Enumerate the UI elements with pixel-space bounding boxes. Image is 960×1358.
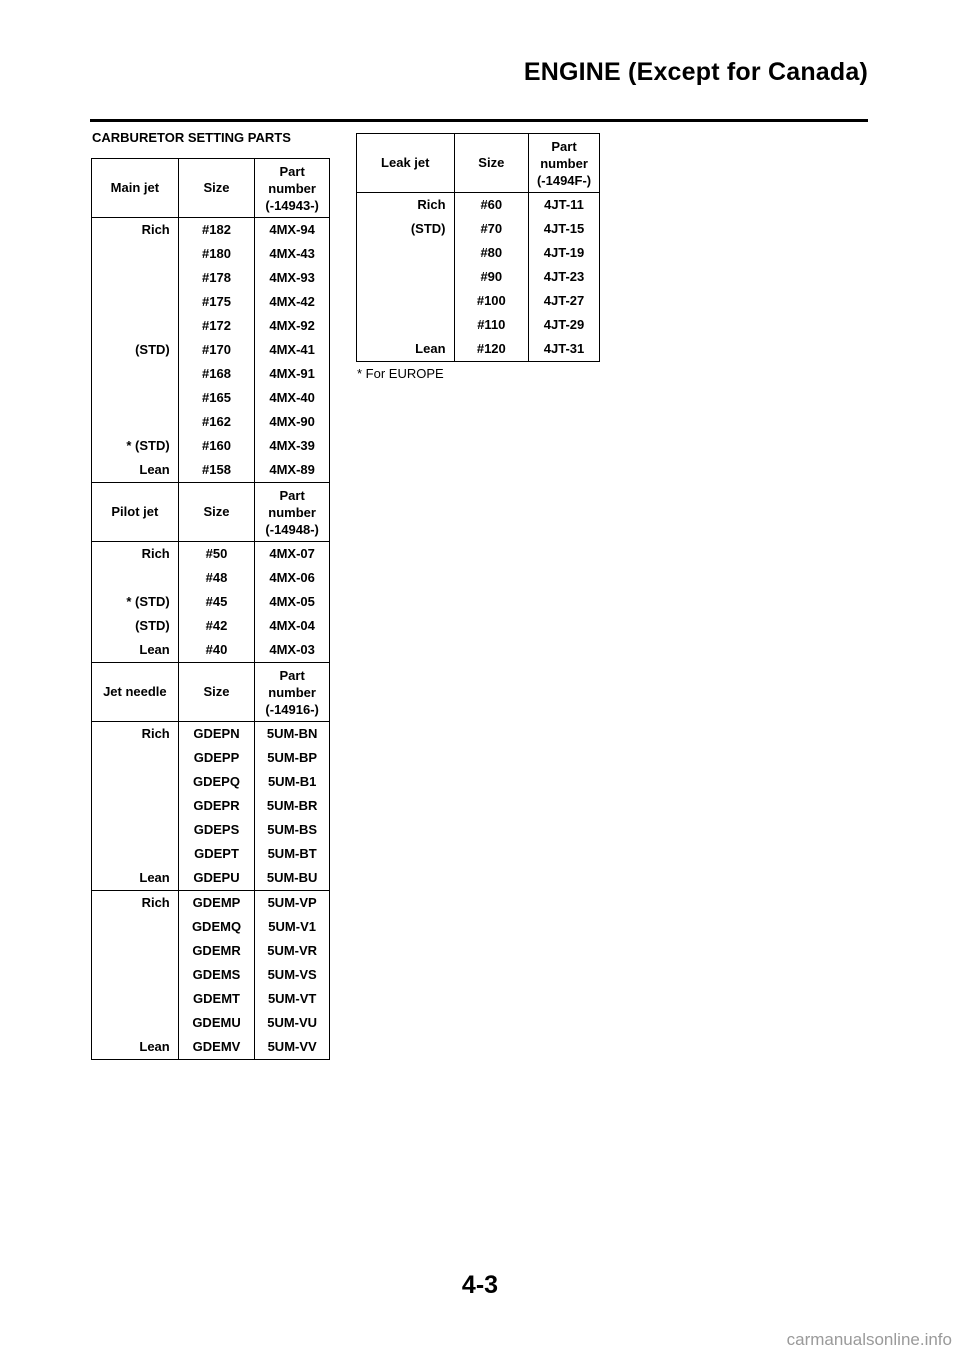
leak-jet-part-number: 4JT-31 <box>529 337 600 362</box>
leak-jet-header-2: Size <box>454 134 529 193</box>
jet-needle-row <box>92 794 330 818</box>
page-number: 4-3 <box>461 1271 499 1299</box>
jet-needle-row <box>92 770 330 794</box>
main-jet-size: #162 <box>178 410 255 434</box>
main-jet-size: #160 <box>178 434 255 458</box>
title-rule <box>90 119 868 122</box>
leak-jet-part-number: 4JT-27 <box>529 289 600 313</box>
jet-needle-header-3: Part number (-14916-) <box>255 663 330 722</box>
leak-jet-size: #70 <box>454 217 529 241</box>
jet-needle-size: GDEMU <box>178 1011 255 1035</box>
main-jet-size: #178 <box>178 266 255 290</box>
jet-needle-setting <box>92 770 179 794</box>
main-jet-part-number: 4MX-89 <box>255 458 330 483</box>
jet-needle-header-2: Size <box>178 663 255 722</box>
main-jet-part-number: 4MX-90 <box>255 410 330 434</box>
carburetor-settings-table <box>91 158 330 1060</box>
main-jet-size: #165 <box>178 386 255 410</box>
jet-needle-setting: Lean <box>92 1035 179 1060</box>
pilot-jet-setting: Rich <box>92 542 179 567</box>
main-jet-setting <box>92 410 179 434</box>
leak-jet-row <box>357 193 600 218</box>
pilot-jet-setting: (STD) <box>92 614 179 638</box>
leak-jet-size: #100 <box>454 289 529 313</box>
main-jet-row <box>92 242 330 266</box>
jet-needle-size: GDEMS <box>178 963 255 987</box>
jet-needle-size: GDEPP <box>178 746 255 770</box>
main-jet-part-number: 4MX-94 <box>255 218 330 243</box>
pilot-jet-setting: Lean <box>92 638 179 663</box>
jet-needle-part-number: 5UM-BS <box>255 818 330 842</box>
main-jet-setting <box>92 290 179 314</box>
leak-jet-part-number: 4JT-11 <box>529 193 600 218</box>
main-jet-setting <box>92 242 179 266</box>
jet-needle-size: GDEPN <box>178 722 255 747</box>
leak-jet-setting: (STD) <box>357 217 455 241</box>
leak-jet-size: #110 <box>454 313 529 337</box>
jet-needle-part-number: 5UM-BR <box>255 794 330 818</box>
jet-needle-header-1: Jet needle <box>92 663 179 722</box>
carburetor-settings-body <box>92 159 330 1060</box>
main-jet-size: #180 <box>178 242 255 266</box>
main-jet-row <box>92 218 330 243</box>
jet-needle-setting: Rich <box>92 891 179 916</box>
main-jet-size: #158 <box>178 458 255 483</box>
main-jet-row <box>92 434 330 458</box>
jet-needle-size: GDEPS <box>178 818 255 842</box>
main-jet-part-number: 4MX-93 <box>255 266 330 290</box>
main-jet-header-1: Main jet <box>92 159 179 218</box>
jet-needle-row <box>92 746 330 770</box>
main-jet-part-number: 4MX-92 <box>255 314 330 338</box>
jet-needle-setting: Lean <box>92 866 179 891</box>
leak-jet-size: #120 <box>454 337 529 362</box>
jet-needle-row <box>92 1011 330 1035</box>
main-jet-setting <box>92 362 179 386</box>
jet-needle-size: GDEPU <box>178 866 255 891</box>
jet-needle-part-number: 5UM-B1 <box>255 770 330 794</box>
jet-needle-size: GDEMT <box>178 987 255 1011</box>
main-jet-row <box>92 410 330 434</box>
leak-jet-table <box>356 133 600 362</box>
main-jet-part-number: 4MX-91 <box>255 362 330 386</box>
footnote: * For EUROPE <box>357 366 444 381</box>
main-jet-row <box>92 314 330 338</box>
leak-jet-setting: Lean <box>357 337 455 362</box>
leak-jet-setting <box>357 313 455 337</box>
main-jet-row <box>92 362 330 386</box>
watermark: carmanualsonline.info <box>786 1330 952 1349</box>
jet-needle-setting <box>92 915 179 939</box>
jet-needle-setting <box>92 1011 179 1035</box>
jet-needle-row <box>92 891 330 916</box>
main-jet-header-row <box>92 159 330 218</box>
jet-needle-size: GDEMR <box>178 939 255 963</box>
jet-needle-part-number: 5UM-BP <box>255 746 330 770</box>
main-jet-row <box>92 386 330 410</box>
jet-needle-setting <box>92 987 179 1011</box>
jet-needle-setting <box>92 818 179 842</box>
pilot-jet-row <box>92 542 330 567</box>
leak-jet-part-number: 4JT-19 <box>529 241 600 265</box>
main-jet-setting: Rich <box>92 218 179 243</box>
main-jet-part-number: 4MX-42 <box>255 290 330 314</box>
leak-jet-size: #80 <box>454 241 529 265</box>
jet-needle-part-number: 5UM-VV <box>255 1035 330 1060</box>
jet-needle-setting <box>92 746 179 770</box>
main-jet-row <box>92 458 330 483</box>
jet-needle-size: GDEMP <box>178 891 255 916</box>
jet-needle-size: GDEPR <box>178 794 255 818</box>
leak-jet-setting: Rich <box>357 193 455 218</box>
jet-needle-part-number: 5UM-VS <box>255 963 330 987</box>
main-jet-setting: (STD) <box>92 338 179 362</box>
pilot-jet-row <box>92 638 330 663</box>
pilot-jet-row <box>92 614 330 638</box>
pilot-jet-size: #45 <box>178 590 255 614</box>
jet-needle-row <box>92 987 330 1011</box>
jet-needle-row <box>92 866 330 891</box>
jet-needle-size: GDEMV <box>178 1035 255 1060</box>
jet-needle-part-number: 5UM-VU <box>255 1011 330 1035</box>
pilot-jet-part-number: 4MX-03 <box>255 638 330 663</box>
jet-needle-part-number: 5UM-BT <box>255 842 330 866</box>
leak-jet-row <box>357 241 600 265</box>
jet-needle-row <box>92 842 330 866</box>
pilot-jet-header-1: Pilot jet <box>92 483 179 542</box>
leak-jet-body <box>357 134 600 362</box>
pilot-jet-header-row <box>92 483 330 542</box>
jet-needle-part-number: 5UM-VT <box>255 987 330 1011</box>
main-jet-part-number: 4MX-40 <box>255 386 330 410</box>
jet-needle-header-row <box>92 663 330 722</box>
jet-needle-row <box>92 939 330 963</box>
leak-jet-part-number: 4JT-15 <box>529 217 600 241</box>
pilot-jet-row <box>92 566 330 590</box>
jet-needle-size: GDEMQ <box>178 915 255 939</box>
jet-needle-row <box>92 915 330 939</box>
jet-needle-row <box>92 1035 330 1060</box>
leak-jet-setting <box>357 289 455 313</box>
leak-jet-header-3: Part number (-1494F-) <box>529 134 600 193</box>
main-jet-size: #172 <box>178 314 255 338</box>
pilot-jet-setting <box>92 566 179 590</box>
jet-needle-size: GDEPQ <box>178 770 255 794</box>
pilot-jet-row <box>92 590 330 614</box>
page-title: ENGINE (Except for Canada) <box>523 58 868 86</box>
main-jet-setting <box>92 386 179 410</box>
leak-jet-row <box>357 313 600 337</box>
main-jet-size: #168 <box>178 362 255 386</box>
main-jet-part-number: 4MX-41 <box>255 338 330 362</box>
jet-needle-size: GDEPT <box>178 842 255 866</box>
main-jet-size: #170 <box>178 338 255 362</box>
pilot-jet-part-number: 4MX-07 <box>255 542 330 567</box>
pilot-jet-header-2: Size <box>178 483 255 542</box>
main-jet-header-3: Part number (-14943-) <box>255 159 330 218</box>
jet-needle-part-number: 5UM-VP <box>255 891 330 916</box>
pilot-jet-part-number: 4MX-04 <box>255 614 330 638</box>
leak-jet-setting <box>357 241 455 265</box>
jet-needle-setting: Rich <box>92 722 179 747</box>
main-jet-setting: Lean <box>92 458 179 483</box>
leak-jet-part-number: 4JT-29 <box>529 313 600 337</box>
pilot-jet-setting: * (STD) <box>92 590 179 614</box>
pilot-jet-part-number: 4MX-06 <box>255 566 330 590</box>
main-jet-size: #175 <box>178 290 255 314</box>
leak-jet-size: #60 <box>454 193 529 218</box>
leak-jet-header-1: Leak jet <box>357 134 455 193</box>
jet-needle-part-number: 5UM-VR <box>255 939 330 963</box>
main-jet-row <box>92 290 330 314</box>
leak-jet-header-row <box>357 134 600 193</box>
leak-jet-row <box>357 289 600 313</box>
jet-needle-part-number: 5UM-V1 <box>255 915 330 939</box>
jet-needle-row <box>92 963 330 987</box>
main-jet-setting <box>92 266 179 290</box>
leak-jet-row <box>357 265 600 289</box>
pilot-jet-size: #50 <box>178 542 255 567</box>
leak-jet-part-number: 4JT-23 <box>529 265 600 289</box>
pilot-jet-size: #48 <box>178 566 255 590</box>
jet-needle-setting <box>92 794 179 818</box>
main-jet-size: #182 <box>178 218 255 243</box>
leak-jet-size: #90 <box>454 265 529 289</box>
jet-needle-row <box>92 818 330 842</box>
main-jet-setting <box>92 314 179 338</box>
main-jet-part-number: 4MX-39 <box>255 434 330 458</box>
leak-jet-row <box>357 337 600 362</box>
pilot-jet-size: #42 <box>178 614 255 638</box>
main-jet-part-number: 4MX-43 <box>255 242 330 266</box>
main-jet-setting: * (STD) <box>92 434 179 458</box>
pilot-jet-size: #40 <box>178 638 255 663</box>
main-jet-row <box>92 266 330 290</box>
leak-jet-setting <box>357 265 455 289</box>
main-jet-header-2: Size <box>178 159 255 218</box>
jet-needle-setting <box>92 939 179 963</box>
main-jet-row <box>92 338 330 362</box>
jet-needle-row <box>92 722 330 747</box>
section-heading: CARBURETOR SETTING PARTS <box>92 130 291 145</box>
jet-needle-part-number: 5UM-BN <box>255 722 330 747</box>
pilot-jet-part-number: 4MX-05 <box>255 590 330 614</box>
jet-needle-setting <box>92 842 179 866</box>
jet-needle-part-number: 5UM-BU <box>255 866 330 891</box>
leak-jet-row <box>357 217 600 241</box>
jet-needle-setting <box>92 963 179 987</box>
pilot-jet-header-3: Part number (-14948-) <box>255 483 330 542</box>
